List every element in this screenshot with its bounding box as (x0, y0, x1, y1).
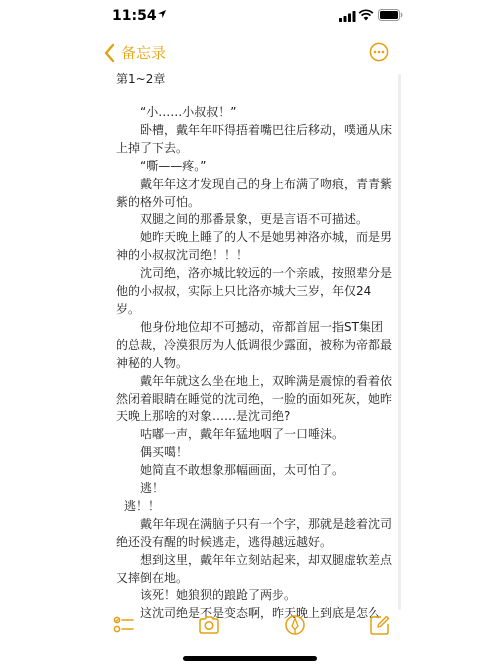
nav-bar (0, 36, 500, 68)
camera-icon[interactable] (198, 614, 220, 636)
note-paragraph: 双腿之间的那番景象，更是言语不可描述。 (140, 212, 369, 227)
note-paragraph: “嘶——疼。” (140, 158, 207, 173)
note-body[interactable] (116, 70, 392, 623)
note-paragraph: 卧槽，戴年年吓得捂着嘴巴往后移动，噗通从床上掉了下去。 (116, 122, 393, 155)
wifi-icon (358, 9, 374, 21)
note-paragraph: 她昨天晚上睡了的人不是她男神洛亦城，而是男神的小叔叔沈司绝！！！ (116, 230, 393, 263)
cellular-signal-icon (339, 11, 356, 22)
note-paragraph: 沈司绝，洛亦城比较远的一个亲戚，按照辈分是他的小叔叔，实际上只比洛亦城大三岁，年仅24岁。 (116, 266, 393, 316)
location-arrow-icon (157, 9, 167, 19)
ellipsis-circle-icon[interactable] (369, 42, 389, 62)
back-button[interactable] (103, 42, 166, 63)
note-paragraph: 该死！她狼狈的踉跄了两步。 (140, 588, 297, 603)
chevron-left-icon (103, 43, 117, 63)
note-paragraph: 这沈司绝是不是变态啊，昨天晚上到底是怎么 (140, 606, 381, 621)
scroll-indicator[interactable] (398, 74, 401, 610)
checklist-icon[interactable] (113, 614, 135, 636)
note-paragraph: “小……小叔叔！” (140, 105, 237, 119)
status-time: 11:54 (112, 8, 157, 24)
status-bar (0, 0, 500, 34)
bottom-toolbar (0, 612, 500, 642)
battery-icon (378, 9, 403, 21)
note-paragraph: 咕嘟一声，戴年年猛地咽了一口唾沫。 (140, 427, 345, 442)
note-paragraph: 逃！！ (124, 498, 161, 513)
note-paragraph: 她简直不敢想象那幅画面，太可怕了。 (140, 463, 345, 478)
note-paragraph: 他身份地位却不可撼动，帝都首屈一指ST集团的总裁，冷漠狠厉为人低调很少露面，被称为帝都最神秘的人物。 (116, 319, 393, 370)
note-paragraph: 逃！ (140, 481, 165, 496)
home-indicator[interactable] (183, 656, 317, 661)
back-label: 备忘录 (121, 44, 167, 62)
note-paragraph: 想到这里，戴年年立刻站起来，却双腿虚软差点又摔倒在地。 (116, 552, 393, 585)
note-paragraph: 戴年年这才发现自己的身上布满了吻痕，青青紫紫的格外可怕。 (116, 176, 393, 209)
note-paragraph: 偶买噶！ (140, 445, 189, 460)
markup-pen-icon[interactable] (284, 614, 306, 636)
note-paragraph: 戴年年就这么坐在地上，双眸满是震惊的看着依然闭着眼睛在睡觉的沈司绝，一脸的面如死灰，她昨天晚上那啥的对象……是沈司绝? (116, 373, 393, 424)
note-title: 第1~2章 (116, 72, 166, 86)
note-paragraph: 戴年年现在满脑子只有一个字，那就是趁着沈司绝还没有醒的时候逃走，逃得越远越好。 (116, 516, 393, 549)
compose-icon[interactable] (369, 614, 391, 636)
